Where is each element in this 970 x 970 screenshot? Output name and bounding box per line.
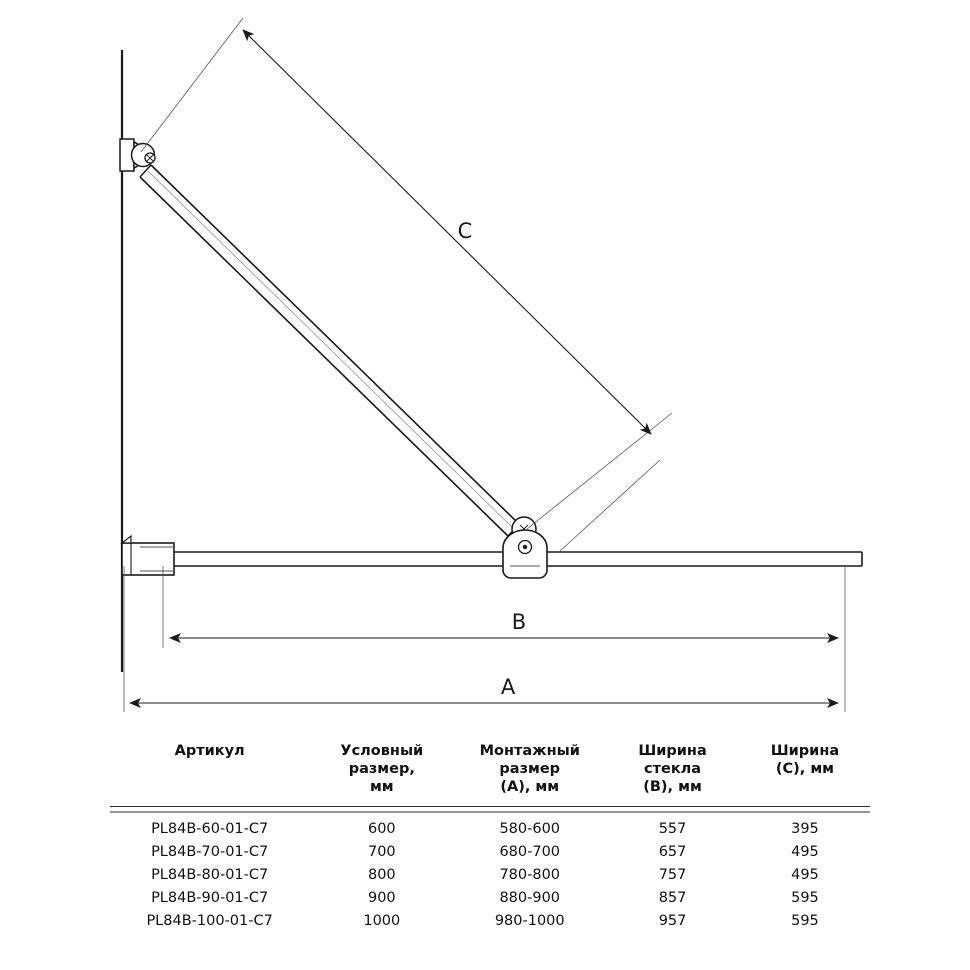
dimension-c-extension-lines bbox=[141, 18, 672, 551]
dimension-a-label: A bbox=[500, 675, 516, 699]
glass-panel bbox=[122, 552, 862, 566]
dimension-a bbox=[124, 566, 845, 712]
glass-clamp-bracket bbox=[503, 517, 547, 578]
header-glass-line-3: (B), мм bbox=[643, 779, 702, 796]
cell-article: PL84B-90-01-C7 bbox=[151, 890, 269, 907]
cell-width-c: 495 bbox=[791, 844, 819, 861]
table-row bbox=[110, 910, 870, 933]
dimension-b bbox=[163, 566, 845, 648]
header-glass-line-2: стекла bbox=[643, 761, 702, 778]
cell-nominal: 1000 bbox=[363, 913, 401, 930]
cell-width-c: 595 bbox=[791, 913, 819, 930]
cell-glass: 657 bbox=[658, 844, 687, 861]
wall-profile-bracket bbox=[122, 536, 174, 575]
table-body bbox=[110, 807, 870, 933]
header-glass-line-1: Ширина bbox=[638, 743, 707, 759]
table-head bbox=[110, 738, 870, 807]
cell-glass: 557 bbox=[658, 821, 687, 838]
dimension-c-label: C bbox=[457, 219, 473, 243]
cell-nominal: 800 bbox=[367, 867, 396, 884]
header-width-c-line-1: Ширина bbox=[770, 743, 840, 759]
dimension-b-label: B bbox=[511, 610, 527, 634]
table-row bbox=[110, 864, 870, 887]
cell-article: PL84B-80-01-C7 bbox=[151, 867, 269, 884]
table-row bbox=[110, 841, 870, 864]
cell-nominal: 600 bbox=[367, 821, 396, 838]
specification-table bbox=[110, 738, 870, 933]
table-row bbox=[110, 887, 870, 910]
cell-nominal: 700 bbox=[367, 844, 396, 861]
header-mounting-line-2: размер bbox=[499, 761, 561, 778]
cell-mounting: 880-900 bbox=[499, 890, 561, 907]
dimension-c bbox=[243, 30, 651, 434]
cell-glass: 857 bbox=[658, 890, 687, 907]
header-width-c bbox=[740, 738, 870, 807]
cell-article: PL84B-60-01-C7 bbox=[151, 821, 269, 838]
header-nominal-size bbox=[309, 738, 454, 807]
table-row bbox=[110, 807, 870, 841]
header-article bbox=[110, 738, 309, 807]
cell-glass: 957 bbox=[658, 913, 687, 930]
cell-mounting: 980-1000 bbox=[494, 913, 565, 930]
cell-mounting: 580-600 bbox=[499, 821, 561, 838]
header-nominal-line-2: размер, bbox=[348, 761, 415, 778]
header-mounting-size bbox=[454, 738, 605, 807]
table-header-row bbox=[110, 738, 870, 807]
header-nominal-line-1: Условный bbox=[340, 743, 424, 759]
cell-glass: 757 bbox=[658, 867, 687, 884]
cell-width-c: 495 bbox=[791, 867, 819, 884]
cell-width-c: 595 bbox=[791, 890, 819, 907]
header-mounting-line-1: Монтажный bbox=[479, 743, 580, 759]
header-mounting-line-3: (A), мм bbox=[500, 779, 560, 796]
header-width-c-line-2: (C), мм bbox=[775, 761, 835, 778]
cell-nominal: 900 bbox=[367, 890, 396, 907]
cell-width-c: 395 bbox=[791, 821, 819, 838]
header-glass-width bbox=[605, 738, 740, 807]
cell-article: PL84B-70-01-C7 bbox=[151, 844, 269, 861]
cell-article: PL84B-100-01-C7 bbox=[146, 913, 273, 930]
header-article-line-1: Артикул bbox=[174, 743, 245, 759]
cell-mounting: 680-700 bbox=[499, 844, 561, 861]
header-nominal-line-3: мм bbox=[369, 779, 394, 796]
cell-mounting: 780-800 bbox=[499, 867, 561, 884]
